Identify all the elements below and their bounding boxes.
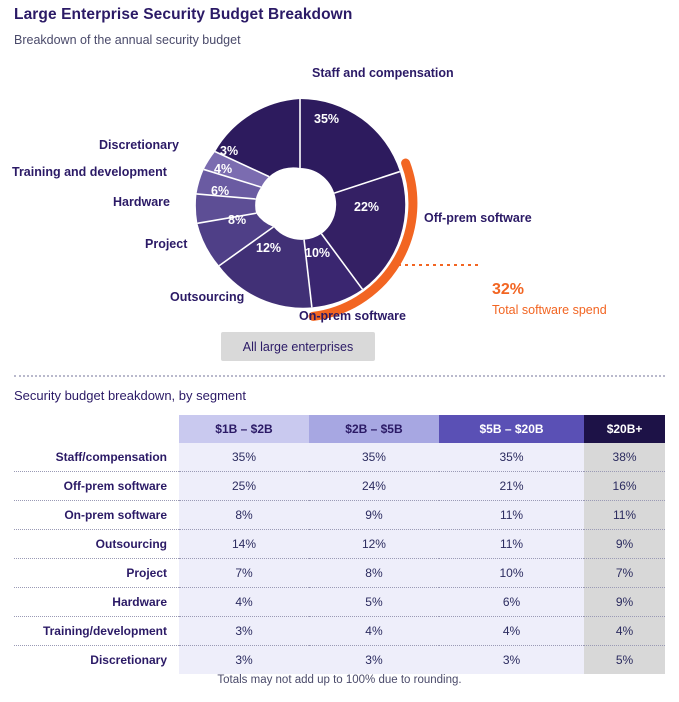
cell: 3% <box>179 646 309 675</box>
value-label-project: 8% <box>228 213 247 227</box>
cell: 11% <box>584 501 665 530</box>
budget-breakdown-table <box>14 415 665 674</box>
cell: 6% <box>439 588 584 617</box>
segment-filter-pill[interactable]: All large enterprises <box>221 332 375 361</box>
donut-chart <box>0 52 679 337</box>
table-header-2b-5b: $2B – $5B <box>309 415 439 443</box>
table-row <box>14 443 665 472</box>
table-header-5b-20b: $5B – $20B <box>439 415 584 443</box>
page-subtitle: Breakdown of the annual security budget <box>14 33 241 47</box>
slice-label-outsourcing: Outsourcing <box>170 290 245 304</box>
cell: 5% <box>584 646 665 675</box>
row-label-discretionary: Discretionary <box>14 646 179 675</box>
slice-label-staff-and-compensation: Staff and compensation <box>312 66 454 80</box>
row-label-on-prem-software: On-prem software <box>14 501 179 530</box>
slice-label-hardware: Hardware <box>113 195 170 209</box>
cell: 3% <box>439 646 584 675</box>
cell: 8% <box>309 559 439 588</box>
row-label-off-prem-software: Off-prem software <box>14 472 179 501</box>
table-footnote: Totals may not add up to 100% due to rounding. <box>217 674 462 686</box>
table-row <box>14 559 665 588</box>
value-label-training: 4% <box>214 162 233 176</box>
table-row <box>14 617 665 646</box>
cell: 7% <box>584 559 665 588</box>
cell: 9% <box>584 530 665 559</box>
cell: 35% <box>439 443 584 472</box>
row-label-training-development: Training/development <box>14 617 179 646</box>
table-header-20b-plus: $20B+ <box>584 415 665 443</box>
value-label-onprem: 10% <box>305 246 331 260</box>
row-label-staff-compensation: Staff/compensation <box>14 443 179 472</box>
value-label-outsourcing: 12% <box>256 241 282 255</box>
table-header-1b-2b: $1B – $2B <box>179 415 309 443</box>
page-title: Large Enterprise Security Budget Breakdown <box>14 6 353 23</box>
cell: 21% <box>439 472 584 501</box>
cell: 16% <box>584 472 665 501</box>
cell: 35% <box>179 443 309 472</box>
cell: 25% <box>179 472 309 501</box>
cell: 7% <box>179 559 309 588</box>
table-row <box>14 472 665 501</box>
row-label-project: Project <box>14 559 179 588</box>
cell: 38% <box>584 443 665 472</box>
cell: 14% <box>179 530 309 559</box>
cell: 8% <box>179 501 309 530</box>
donut-chart-svg <box>0 52 679 337</box>
table-row <box>14 588 665 617</box>
total-software-spend-label: Total software spend <box>492 303 607 317</box>
cell: 4% <box>309 617 439 646</box>
value-label-discretionary: 3% <box>220 144 239 158</box>
cell: 4% <box>179 588 309 617</box>
section-divider <box>14 375 665 377</box>
cell: 3% <box>179 617 309 646</box>
slice-label-discretionary: Discretionary <box>99 138 179 152</box>
cell: 12% <box>309 530 439 559</box>
cell: 35% <box>309 443 439 472</box>
cell: 9% <box>584 588 665 617</box>
cell: 11% <box>439 501 584 530</box>
table-row <box>14 530 665 559</box>
slice-label-project: Project <box>145 237 188 251</box>
cell: 4% <box>439 617 584 646</box>
cell: 9% <box>309 501 439 530</box>
row-label-outsourcing: Outsourcing <box>14 530 179 559</box>
total-software-spend-value: 32% <box>492 281 525 298</box>
cell: 5% <box>309 588 439 617</box>
table-row <box>14 501 665 530</box>
table-row <box>14 646 665 675</box>
cell: 10% <box>439 559 584 588</box>
slice-label-training-and-development: Training and development <box>12 165 167 179</box>
table-section-title: Security budget breakdown, by segment <box>14 388 246 403</box>
value-label-hardware: 6% <box>211 184 230 198</box>
table-header-blank <box>14 415 179 443</box>
value-label-staff: 35% <box>314 112 340 126</box>
slice-label-on-prem-software: On-prem software <box>299 309 406 323</box>
cell: 24% <box>309 472 439 501</box>
table-header-row <box>14 415 665 443</box>
cell: 3% <box>309 646 439 675</box>
row-label-hardware: Hardware <box>14 588 179 617</box>
cell: 4% <box>584 617 665 646</box>
slice-label-off-prem-software: Off-prem software <box>424 211 532 225</box>
cell: 11% <box>439 530 584 559</box>
value-label-offprem: 22% <box>354 200 380 214</box>
